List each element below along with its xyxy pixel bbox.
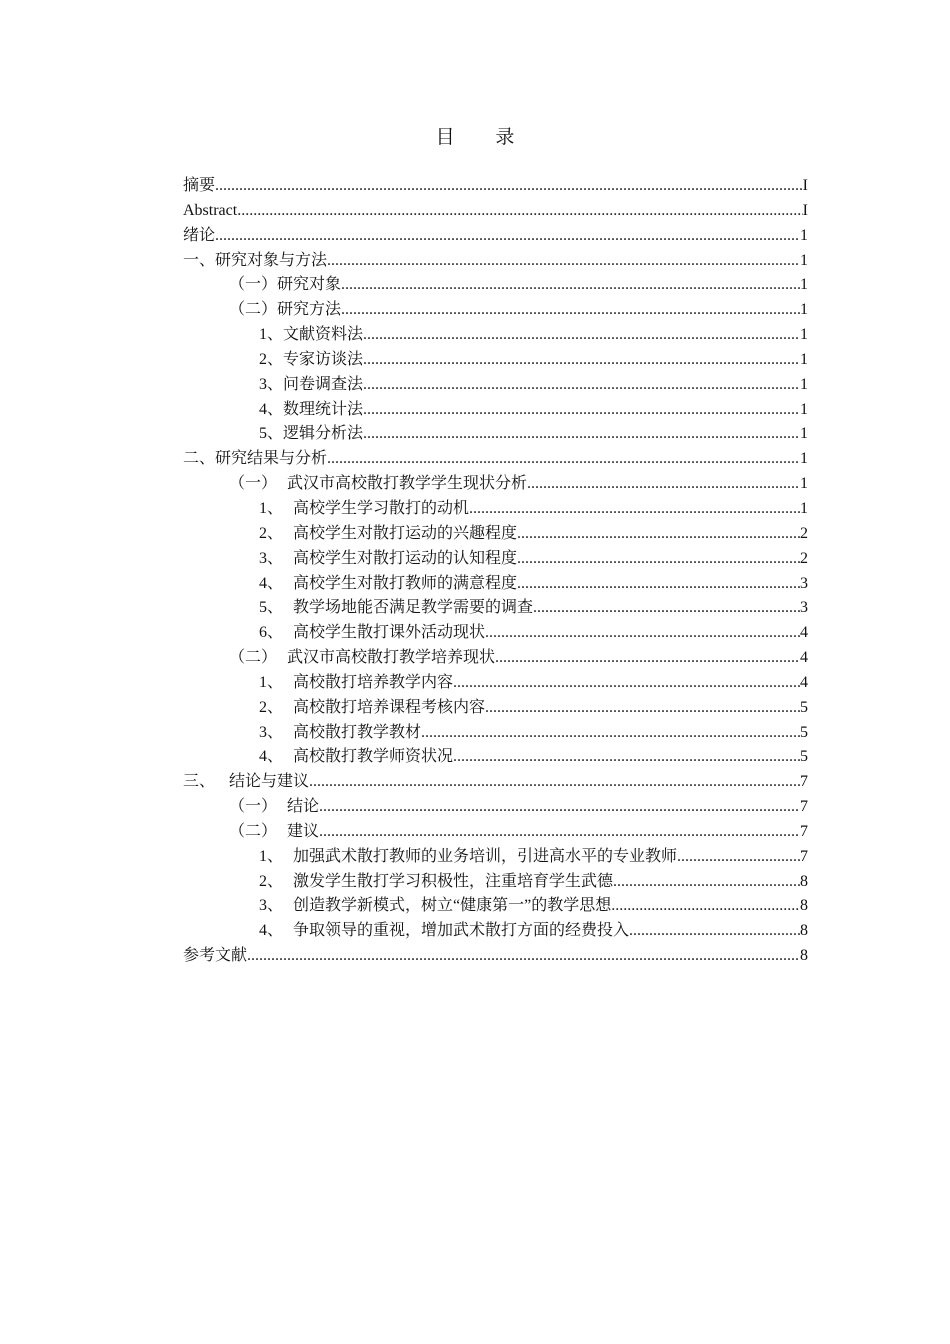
toc-entry-page: 8: [800, 897, 808, 915]
toc-entry-title: 高校学生对散打教师的满意程度: [293, 574, 518, 592]
toc-entry-number: （二）: [229, 301, 278, 319]
toc-entry-number: 三、: [183, 773, 216, 791]
toc-entry[interactable]: [183, 621, 808, 646]
toc-entry-title: 高校学生学习散打的动机: [293, 499, 470, 517]
toc-entry-title: 逻辑分析法: [283, 425, 364, 443]
toc-entry[interactable]: [183, 944, 808, 969]
toc-dot-leader: [341, 298, 800, 323]
toc-entry[interactable]: [183, 696, 808, 721]
toc-dot-leader: [237, 199, 802, 224]
toc-entry-number: 二、: [183, 450, 216, 468]
toc-entry-title: 摘要: [183, 177, 216, 194]
toc-entry-page: 7: [800, 822, 808, 840]
toc-entry[interactable]: [183, 472, 808, 497]
toc-dot-leader: [517, 547, 800, 572]
toc-dot-leader: [327, 447, 800, 472]
toc-entry[interactable]: [183, 770, 808, 795]
toc-entry-number: 4、: [259, 400, 284, 418]
toc-entry-title: 武汉市高校散打教学培养现状: [287, 649, 496, 667]
toc-entry-number: 1、: [259, 847, 284, 865]
toc-dot-leader: [485, 696, 800, 721]
toc-entry-number: 6、: [259, 624, 284, 642]
toc-entry[interactable]: [183, 870, 808, 895]
toc-entry-title: 研究对象: [277, 276, 342, 294]
toc-dot-leader: [527, 472, 800, 497]
toc-entry[interactable]: [183, 845, 808, 870]
toc-dot-leader: [215, 174, 803, 199]
toc-entry-title: 激发学生散打学习积极性，注重培育学生武德: [293, 872, 614, 890]
toc-entry-page: 8: [800, 947, 808, 965]
toc-entry-title: 研究方法: [277, 301, 342, 319]
toc-entry-page: I: [802, 201, 808, 219]
toc-entry-title: 参考文献: [183, 947, 248, 965]
toc-entry-page: 4: [800, 673, 808, 691]
toc-entry-page: 5: [800, 698, 808, 716]
toc-entry-title: 加强武术散打教师的业务培训，引进高水平的专业教师: [293, 847, 678, 865]
toc-dot-leader: [341, 273, 800, 298]
toc-entry[interactable]: [183, 820, 808, 845]
toc-entry[interactable]: [183, 373, 808, 398]
toc-dot-leader: [327, 249, 800, 274]
toc-entry[interactable]: [183, 348, 808, 373]
toc-entry-page: 1: [800, 350, 808, 368]
toc-entry-page: I: [802, 177, 808, 194]
toc-entry-number: （一）: [229, 475, 278, 493]
toc-entry-page: 1: [800, 251, 808, 269]
toc-entry-page: 8: [800, 922, 808, 940]
toc-entry-number: 2、: [259, 698, 284, 716]
toc-dot-leader: [363, 348, 800, 373]
toc-dot-leader: [215, 224, 800, 249]
toc-dot-leader: [517, 572, 800, 597]
toc-entry[interactable]: [183, 671, 808, 696]
toc-entry-title: Abstract: [183, 201, 238, 219]
toc-entry-number: （二）: [229, 649, 278, 667]
toc-entry-number: 4、: [259, 574, 284, 592]
table-of-contents: [183, 174, 808, 969]
toc-entry-title: 武汉市高校散打教学学生现状分析: [287, 475, 528, 493]
toc-entry-number: （一）: [229, 798, 278, 816]
toc-entry-page: 1: [800, 276, 808, 294]
toc-entry-page: 1: [800, 375, 808, 393]
toc-dot-leader: [319, 795, 800, 820]
toc-entry-number: 3、: [259, 375, 284, 393]
toc-entry-number: 一、: [183, 251, 216, 269]
toc-entry[interactable]: [183, 596, 808, 621]
toc-entry-page: 1: [800, 301, 808, 319]
toc-dot-leader: [453, 745, 800, 770]
toc-dot-leader: [677, 845, 800, 870]
toc-entry-title: 结论: [287, 798, 320, 816]
toc-dot-leader: [363, 323, 800, 348]
toc-entry[interactable]: [183, 422, 808, 447]
toc-dot-leader: [421, 721, 800, 746]
toc-entry-number: 1、: [259, 499, 284, 517]
toc-entry[interactable]: [183, 795, 808, 820]
toc-entry-number: 5、: [259, 425, 284, 443]
toc-entry-number: 2、: [259, 350, 284, 368]
toc-entry-page: 3: [800, 574, 808, 592]
toc-entry[interactable]: [183, 547, 808, 572]
toc-dot-leader: [495, 646, 800, 671]
toc-entry[interactable]: [183, 273, 808, 298]
toc-dot-leader: [319, 820, 800, 845]
toc-entry-title: 研究对象与方法: [215, 251, 328, 269]
toc-entry-number: （二）: [229, 822, 278, 840]
toc-dot-leader: [363, 422, 800, 447]
toc-entry-title: 建议: [287, 822, 320, 840]
toc-entry-page: 3: [800, 599, 808, 617]
toc-entry-page: 8: [800, 872, 808, 890]
toc-entry[interactable]: [183, 522, 808, 547]
toc-entry[interactable]: [183, 174, 808, 199]
toc-entry-title: 争取领导的重视，增加武术散打方面的经费投入: [293, 922, 630, 940]
toc-entry[interactable]: [183, 745, 808, 770]
toc-dot-leader: [247, 944, 800, 969]
toc-entry-number: 3、: [259, 897, 284, 915]
toc-entry[interactable]: [183, 249, 808, 274]
toc-dot-leader: [485, 621, 800, 646]
toc-entry-page: 4: [800, 624, 808, 642]
toc-entry[interactable]: [183, 572, 808, 597]
toc-dot-leader: [629, 919, 800, 944]
toc-entry-title: 创造教学新模式，树立“健康第一”的教学思想: [293, 897, 612, 915]
toc-dot-leader: [469, 497, 800, 522]
toc-entry-number: 4、: [259, 922, 284, 940]
toc-dot-leader: [533, 596, 800, 621]
toc-entry-number: 3、: [259, 549, 284, 567]
toc-entry-title: 教学场地能否满足教学需要的调查: [293, 599, 534, 617]
toc-entry-page: 1: [800, 475, 808, 493]
toc-entry[interactable]: [183, 894, 808, 919]
toc-entry-page: 1: [800, 400, 808, 418]
toc-entry-number: 2、: [259, 872, 284, 890]
toc-entry[interactable]: [183, 298, 808, 323]
toc-entry-title: 高校学生对散打运动的认知程度: [293, 549, 518, 567]
toc-dot-leader: [453, 671, 800, 696]
toc-entry-page: 1: [800, 326, 808, 344]
toc-entry-number: 1、: [259, 326, 284, 344]
toc-entry-page: 7: [800, 847, 808, 865]
toc-entry[interactable]: [183, 224, 808, 249]
toc-entry[interactable]: [183, 199, 808, 224]
toc-entry-number: 5、: [259, 599, 284, 617]
toc-entry-page: 1: [800, 226, 808, 244]
toc-entry[interactable]: [183, 919, 808, 944]
toc-entry-title: 高校散打培养课程考核内容: [293, 698, 486, 716]
toc-entry-page: 5: [800, 748, 808, 766]
toc-entry-title: 结论与建议: [229, 773, 310, 791]
toc-dot-leader: [363, 398, 800, 423]
toc-entry-page: 5: [800, 723, 808, 741]
toc-dot-leader: [517, 522, 800, 547]
toc-entry-title: 高校学生对散打运动的兴趣程度: [293, 524, 518, 542]
toc-entry-number: 1、: [259, 673, 284, 691]
toc-entry[interactable]: [183, 497, 808, 522]
toc-entry-page: 7: [800, 798, 808, 816]
toc-entry-page: 2: [800, 549, 808, 567]
toc-entry-page: 1: [800, 450, 808, 468]
toc-entry-title: 高校散打教学师资状况: [293, 748, 454, 766]
toc-entry-title: 高校散打培养教学内容: [293, 673, 454, 691]
toc-dot-leader: [613, 870, 800, 895]
toc-entry-title: 问卷调查法: [283, 375, 364, 393]
toc-entry-title: 绪论: [183, 226, 216, 244]
toc-entry-number: 3、: [259, 723, 284, 741]
toc-entry-title: 文献资料法: [283, 326, 364, 344]
toc-entry[interactable]: [183, 323, 808, 348]
toc-entry[interactable]: [183, 447, 808, 472]
toc-entry-page: 4: [800, 649, 808, 667]
toc-dot-leader: [611, 894, 800, 919]
toc-entry-title: 专家访谈法: [283, 350, 364, 368]
toc-entry[interactable]: [183, 398, 808, 423]
toc-entry[interactable]: [183, 721, 808, 746]
toc-entry-title: 研究结果与分析: [215, 450, 328, 468]
toc-entry-page: 1: [800, 499, 808, 517]
toc-entry-number: 2、: [259, 524, 284, 542]
page-title: 目 录: [435, 127, 533, 148]
toc-entry-title: 数理统计法: [283, 400, 364, 418]
toc-entry-page: 7: [800, 773, 808, 791]
toc-entry-number: （一）: [229, 276, 278, 294]
toc-dot-leader: [309, 770, 800, 795]
toc-entry-page: 1: [800, 425, 808, 443]
toc-entry-page: 2: [800, 524, 808, 542]
toc-entry-title: 高校学生散打课外活动现状: [293, 624, 486, 642]
toc-entry-number: 4、: [259, 748, 284, 766]
toc-entry[interactable]: [183, 646, 808, 671]
toc-dot-leader: [363, 373, 800, 398]
toc-entry-title: 高校散打教学教材: [293, 723, 422, 741]
